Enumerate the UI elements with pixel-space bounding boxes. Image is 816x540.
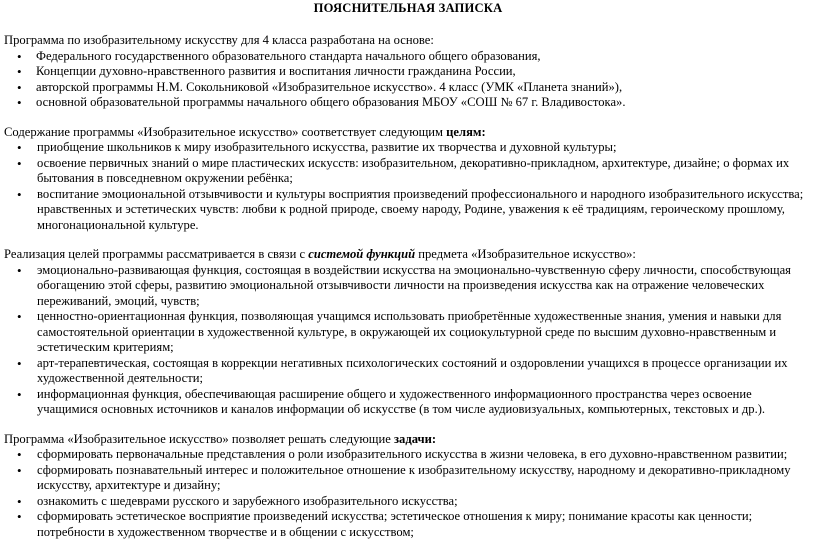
list-item: • Концепции духовно-нравственного развития и воспитания личности гражданина России,	[0, 64, 816, 80]
list-item: • ценностно-ориентационная функция, позволяющая учащимся использовать приобретённые художественные знания, умения и навыки для самостоятельной ориентации в художественной культуре, в окружающей их социокультурной среде по высшим духовно-нравственным и эстетическим критериям;	[0, 309, 816, 356]
list-item: • арт-терапевтическая, состоящая в коррекции негативных психологических состояний и оздоровлении учащихся в процессе организации их художественной деятельности;	[0, 356, 816, 387]
functions-keyword: системой функций	[308, 247, 416, 261]
list-item: • сформировать познавательный интерес и положительное отношение к изобразительному искусству, народному и декоративно-прикладному искусству, архитектуре и дизайну;	[0, 463, 816, 494]
list-item: • приобщение школьников к миру изобразительного искусства, развитие их творчества и духовной культуры;	[0, 140, 816, 156]
tasks-list	[0, 447, 816, 540]
list-item: • эмоционально-развивающая функция, состоящая в воздействии искусства на эмоционально-чувственную сферу личности, способствующая обогащению этой сферы, развитию эмоциональной отзывчивости личности на произведения искусства как на отражение человеческих переживаний, эмоций, чувств;	[0, 263, 816, 310]
list-item: • сформировать первоначальные представления о роли изобразительного искусства в жизни человека, в его духовно-нравственном развитии;	[0, 447, 816, 463]
list-item: • основной образовательной программы начального общего образования МБОУ «СОШ № 67 г. Владивостока».	[0, 95, 816, 111]
basis-list	[0, 49, 816, 111]
goals-list	[0, 140, 816, 233]
goals-heading	[0, 125, 816, 141]
spacer	[0, 111, 816, 125]
functions-list	[0, 263, 816, 418]
list-item: • сформировать эстетическое восприятие произведений искусства; эстетическое отношения к миру; понимание красоты как ценности; потребности в художественном творчестве и в общении с искусством;	[0, 509, 816, 540]
goals-lead: Содержание программы «Изобразительное искусство» соответствует следующим	[4, 124, 444, 139]
goals-keyword: целям:	[446, 124, 486, 139]
list-item: • воспитание эмоциональной отзывчивости и культуры восприятия произведений профессионального и народного изобразительного искусства; нравственных и эстетических чувств: любви к родной природе, своему народу, Родине, уважения к её традициям, героическому прошлому, многонациональной культуре.	[0, 187, 816, 234]
list-item: • освоение первичных знаний о мире пластических искусств: изобразительном, декоративно-прикладном, архитектуре, дизайне; о формах их бытования в повседневном окружении ребёнка;	[0, 156, 816, 187]
spacer	[0, 233, 816, 247]
tasks-lead: Программа «Изобразительное искусство» позволяет решать следующие	[4, 431, 391, 446]
list-item: • ознакомить с шедеврами русского и зарубежного изобразительного искусства;	[0, 494, 816, 510]
spacer	[0, 418, 816, 432]
functions-lead: Реализация целей программы рассматривается в связи с	[4, 247, 306, 261]
tasks-heading	[0, 432, 816, 448]
functions-tail: предмета «Изобразительное искусство»:	[418, 247, 636, 261]
intro-paragraph: Программа по изобразительному искусству для 4 класса разработана на основе:	[4, 33, 434, 47]
functions-heading	[0, 247, 816, 263]
tasks-keyword: задачи:	[394, 431, 437, 446]
document-title: ПОЯСНИТЕЛЬНАЯ ЗАПИСКА	[313, 1, 503, 15]
list-item: • информационная функция, обеспечивающая расширение общего и художественного информационного пространства через освоение учащимися основных источников и каналов информации об искусстве (в том числе аудиовизуальных, компьютерных, текстовых и др.).	[0, 387, 816, 418]
spacer	[0, 17, 816, 33]
list-item: • авторской программы Н.М. Сокольниковой «Изобразительное искусство». 4 класс (УМК «Планета знаний»),	[0, 80, 816, 96]
list-item: • Федерального государственного образовательного стандарта начального общего образования,	[0, 49, 816, 65]
